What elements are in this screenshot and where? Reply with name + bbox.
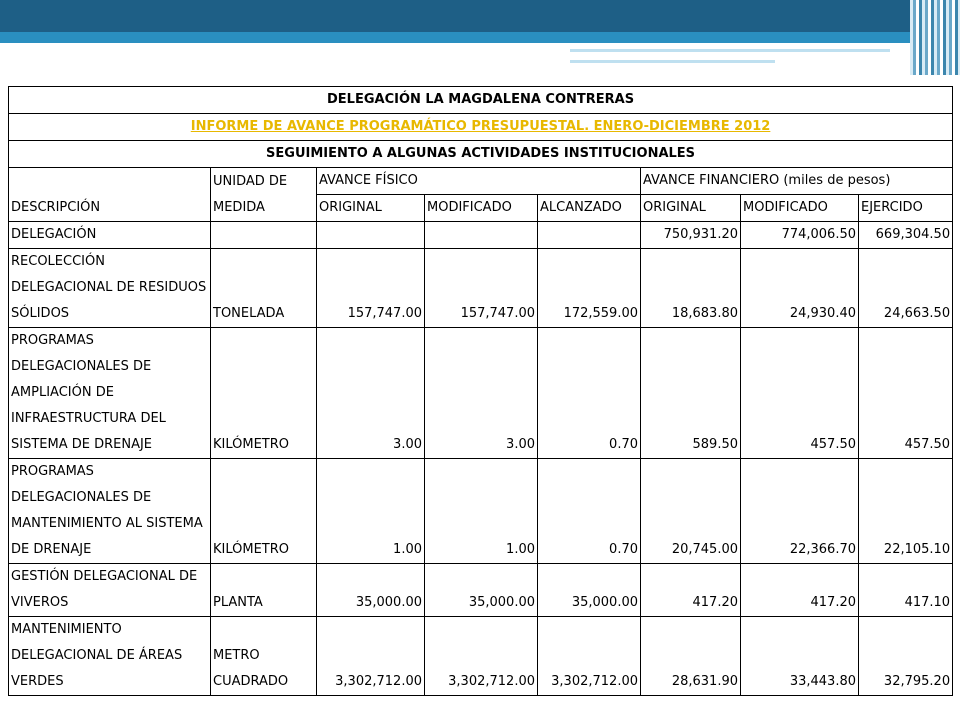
cell-financiero-modificado: 457.50 <box>741 328 859 459</box>
col-financiero-original: ORIGINAL <box>641 195 741 222</box>
section-row <box>9 141 953 168</box>
col-fisico-modificado: MODIFICADO <box>425 195 538 222</box>
cell-financiero-original: 28,631.90 <box>641 617 741 696</box>
cell-fisico-alcanzado <box>538 222 641 249</box>
banner-accent-line <box>570 49 890 52</box>
cell-financiero-ejercido: 669,304.50 <box>859 222 953 249</box>
col-financiero-ejercido: EJERCIDO <box>859 195 953 222</box>
cell-financiero-ejercido: 457.50 <box>859 328 953 459</box>
cell-financiero-modificado: 33,443.80 <box>741 617 859 696</box>
cell-financiero-original: 18,683.80 <box>641 249 741 328</box>
cell-fisico-alcanzado: 0.70 <box>538 328 641 459</box>
cell-financiero-modificado: 774,006.50 <box>741 222 859 249</box>
cell-fisico-modificado: 3,302,712.00 <box>425 617 538 696</box>
cell-financiero-original: 750,931.20 <box>641 222 741 249</box>
cell-fisico-modificado: 1.00 <box>425 459 538 564</box>
cell-fisico-alcanzado: 35,000.00 <box>538 564 641 617</box>
cell-unidad <box>211 222 317 249</box>
title-row <box>9 87 953 114</box>
cell-financiero-original: 589.50 <box>641 328 741 459</box>
header-banner <box>0 0 960 75</box>
cell-unidad: TONELADA <box>211 249 317 328</box>
cell-unidad: KILÓMETRO <box>211 328 317 459</box>
cell-fisico-original: 3,302,712.00 <box>317 617 425 696</box>
cell-fisico-alcanzado: 3,302,712.00 <box>538 617 641 696</box>
cell-unidad: METRO CUADRADO <box>211 617 317 696</box>
cell-descripcion: PROGRAMAS DELEGACIONALES DE MANTENIMIENTO AL SISTEMA DE DRENAJE <box>9 459 211 564</box>
cell-financiero-original: 20,745.00 <box>641 459 741 564</box>
cell-fisico-alcanzado: 172,559.00 <box>538 249 641 328</box>
cell-financiero-ejercido: 22,105.10 <box>859 459 953 564</box>
table-row <box>9 328 953 459</box>
cell-descripcion: MANTENIMIENTO DELEGACIONAL DE ÁREAS VERDES <box>9 617 211 696</box>
col-avance-financiero: AVANCE FINANCIERO (miles de pesos) <box>641 168 953 195</box>
section-title: SEGUIMIENTO A ALGUNAS ACTIVIDADES INSTITUCIONALES <box>9 141 953 168</box>
report-table <box>8 86 953 696</box>
cell-financiero-modificado: 22,366.70 <box>741 459 859 564</box>
cell-descripcion: GESTIÓN DELEGACIONAL DE VIVEROS <box>9 564 211 617</box>
cell-descripcion: DELEGACIÓN <box>9 222 211 249</box>
cell-financiero-modificado: 417.20 <box>741 564 859 617</box>
table-row <box>9 459 953 564</box>
cell-fisico-original: 35,000.00 <box>317 564 425 617</box>
report-title: DELEGACIÓN LA MAGDALENA CONTRERAS <box>9 87 953 114</box>
table-row <box>9 249 953 328</box>
table-row <box>9 564 953 617</box>
cell-financiero-original: 417.20 <box>641 564 741 617</box>
cell-unidad: KILÓMETRO <box>211 459 317 564</box>
col-financiero-modificado: MODIFICADO <box>741 195 859 222</box>
group-header-row <box>9 168 953 195</box>
table-row <box>9 617 953 696</box>
cell-financiero-ejercido: 24,663.50 <box>859 249 953 328</box>
cell-fisico-original: 157,747.00 <box>317 249 425 328</box>
cell-financiero-ejercido: 417.10 <box>859 564 953 617</box>
cell-fisico-original: 3.00 <box>317 328 425 459</box>
cell-financiero-modificado: 24,930.40 <box>741 249 859 328</box>
cell-fisico-modificado: 35,000.00 <box>425 564 538 617</box>
cell-descripcion: RECOLECCIÓN DELEGACIONAL DE RESIDUOS SÓLIDOS <box>9 249 211 328</box>
subtitle-row <box>9 114 953 141</box>
banner-light-stripe <box>0 32 960 43</box>
cell-fisico-original: 1.00 <box>317 459 425 564</box>
cell-fisico-modificado <box>425 222 538 249</box>
col-fisico-alcanzado: ALCANZADO <box>538 195 641 222</box>
banner-vertical-bars <box>910 0 960 75</box>
cell-fisico-modificado: 3.00 <box>425 328 538 459</box>
banner-accent-line-short <box>570 60 775 63</box>
report-subtitle-link[interactable]: INFORME DE AVANCE PROGRAMÁTICO PRESUPUESTAL. ENERO-DICIEMBRE 2012 <box>9 114 953 141</box>
cell-fisico-modificado: 157,747.00 <box>425 249 538 328</box>
col-avance-fisico: AVANCE FÍSICO <box>317 168 641 195</box>
cell-unidad: PLANTA <box>211 564 317 617</box>
col-descripcion: DESCRIPCIÓN <box>9 168 211 222</box>
cell-fisico-alcanzado: 0.70 <box>538 459 641 564</box>
cell-fisico-original <box>317 222 425 249</box>
col-unidad: UNIDAD DE MEDIDA <box>211 168 317 222</box>
table-row <box>9 222 953 249</box>
cell-descripcion: PROGRAMAS DELEGACIONALES DE AMPLIACIÓN DE INFRAESTRUCTURA DEL SISTEMA DE DRENAJE <box>9 328 211 459</box>
col-fisico-original: ORIGINAL <box>317 195 425 222</box>
cell-financiero-ejercido: 32,795.20 <box>859 617 953 696</box>
banner-dark-stripe <box>0 0 960 32</box>
